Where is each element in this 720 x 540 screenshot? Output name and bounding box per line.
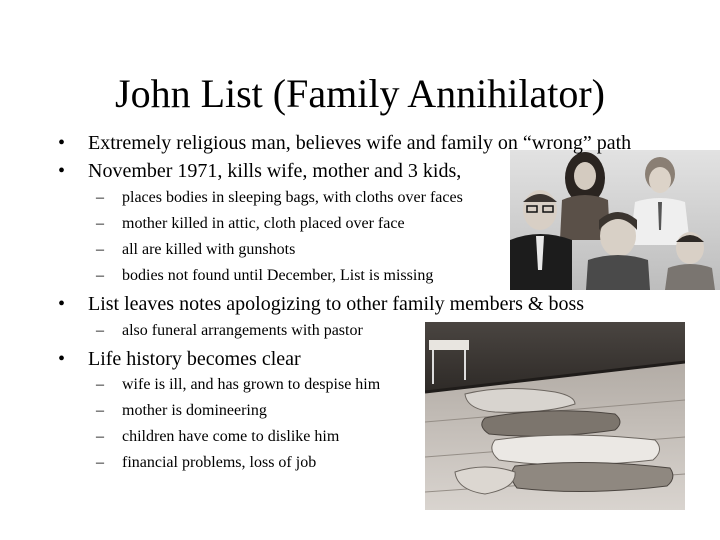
dash-marker: – <box>96 189 104 206</box>
dash-marker: – <box>96 241 104 258</box>
bullet-text: November 1971, kills wife, mother and 3 kids, <box>88 160 462 182</box>
slide-title: John List (Family Annihilator) <box>115 71 605 116</box>
family-photo <box>510 150 720 290</box>
sub-bullet-text: all are killed with gunshots <box>122 241 296 258</box>
dash-marker: – <box>96 322 104 339</box>
sub-bullet-text: financial problems, loss of job <box>122 454 317 471</box>
sub-bullet-text: bodies not found until December, List is missing <box>122 267 434 284</box>
sub-bullet-text: mother killed in attic, cloth placed over face <box>122 215 405 232</box>
bullet-text: Life history becomes clear <box>88 348 301 370</box>
crime-scene-photo <box>425 322 685 510</box>
bullet-marker: • <box>58 160 66 182</box>
sub-bullet-text: places bodies in sleeping bags, with cloths over faces <box>122 189 463 206</box>
bullet-marker: • <box>58 348 66 370</box>
sub-bullet-text: mother is domineering <box>122 402 267 419</box>
bullet-text: Extremely religious man, believes wife and family on “wrong” path <box>88 132 632 154</box>
bullet-marker: • <box>58 132 66 154</box>
bullet-text: List leaves notes apologizing to other family members & boss <box>88 293 585 315</box>
sub-bullet-text: also funeral arrangements with pastor <box>122 322 363 339</box>
dash-marker: – <box>96 428 104 445</box>
dash-marker: – <box>96 376 104 393</box>
dash-marker: – <box>96 267 104 284</box>
dash-marker: – <box>96 402 104 419</box>
dash-marker: – <box>96 215 104 232</box>
bullet-marker: • <box>58 293 66 315</box>
sub-bullet-text: wife is ill, and has grown to despise him <box>122 376 381 393</box>
dash-marker: – <box>96 454 104 471</box>
sub-bullet-text: children have come to dislike him <box>122 428 340 445</box>
